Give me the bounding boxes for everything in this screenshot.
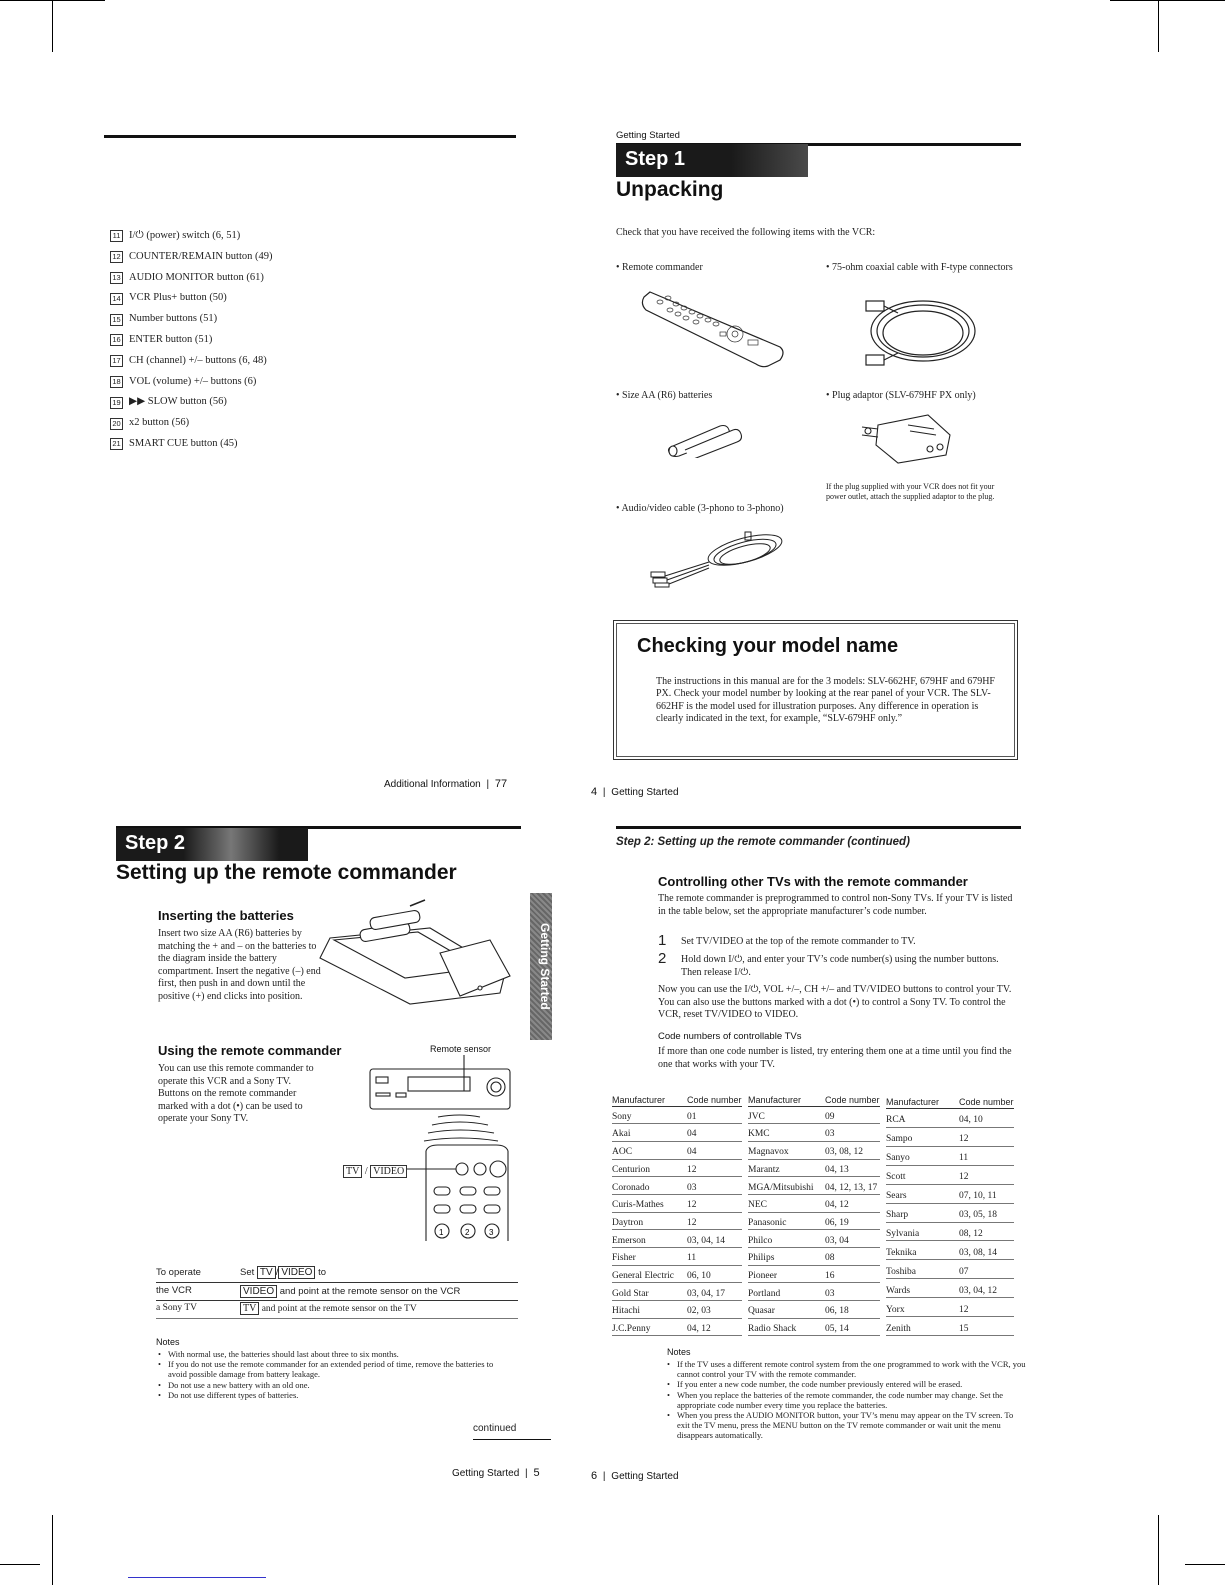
manufacturer-name: NEC bbox=[748, 1194, 825, 1212]
item-adaptor: • Plug adaptor (SLV-679HF PX only) bbox=[826, 390, 976, 401]
item-label: Number buttons (51) bbox=[129, 313, 218, 325]
code-number: 03, 08, 14 bbox=[959, 1241, 1014, 1260]
operate-target: the VCR bbox=[156, 1282, 240, 1300]
control-list-item bbox=[110, 413, 430, 434]
vcr-remote-illustration bbox=[368, 1055, 513, 1245]
col-manufacturer: Manufacturer bbox=[748, 1076, 825, 1106]
code-table-header bbox=[886, 1076, 1014, 1108]
item-number-badge: 19 bbox=[110, 397, 123, 409]
remote-key-1: 1 bbox=[439, 1228, 444, 1237]
code-number: 05, 14 bbox=[825, 1318, 880, 1336]
item-remote: • Remote commander bbox=[616, 262, 703, 273]
control-list-item bbox=[110, 226, 430, 247]
footer-sep: | bbox=[525, 1468, 528, 1479]
code-number: 01 bbox=[687, 1106, 742, 1124]
section-sidebar-tab: Getting Started bbox=[530, 893, 552, 1040]
code-table-row bbox=[612, 1301, 742, 1319]
code-table-row bbox=[886, 1279, 1014, 1298]
code-number: 03 bbox=[825, 1124, 880, 1142]
code-table-row bbox=[612, 1194, 742, 1212]
code-table-title: Code numbers of controllable TVs bbox=[658, 1031, 802, 1042]
note-item: • With normal use, the batteries should last about three to six months. bbox=[158, 1349, 508, 1359]
control-list-item bbox=[110, 434, 430, 455]
code-table-row bbox=[886, 1184, 1014, 1203]
code-table-row bbox=[748, 1248, 880, 1266]
top-left-rule bbox=[104, 135, 516, 138]
item-label: SMART CUE button (45) bbox=[129, 438, 238, 450]
code-number: 12 bbox=[687, 1159, 742, 1177]
code-table-row bbox=[612, 1318, 742, 1336]
crop-mark-tl-v bbox=[52, 0, 53, 52]
code-number: 06, 19 bbox=[825, 1212, 880, 1230]
code-table-row bbox=[748, 1283, 880, 1301]
code-number: 08, 12 bbox=[959, 1222, 1014, 1241]
manufacturer-name: Curis-Mathes bbox=[612, 1194, 687, 1212]
page-title: Setting up the remote commander bbox=[116, 861, 457, 884]
crop-mark-tr-h bbox=[1110, 0, 1225, 1]
operate-col-setting: Set TV / VIDEO to bbox=[240, 1264, 518, 1282]
item-number-badge: 16 bbox=[110, 334, 123, 346]
manufacturer-name: Portland bbox=[748, 1283, 825, 1301]
code-number: 15 bbox=[959, 1317, 1014, 1336]
note-item: • When you replace the batteries of the remote commander, the code number may change. Set the appropriate code number every time you replace the batteries. bbox=[667, 1390, 1027, 1410]
control-list-item bbox=[110, 330, 430, 351]
manufacturer-name: Gold Star bbox=[612, 1283, 687, 1301]
switch-sep: / bbox=[364, 1166, 368, 1177]
adaptor-note: If the plug supplied with your VCR does not fit your power outlet, attach the supplied adaptor to the plug. bbox=[826, 482, 995, 501]
manufacturer-name: Centurion bbox=[612, 1159, 687, 1177]
footer-sep: | bbox=[486, 779, 490, 790]
link-underline bbox=[128, 1577, 266, 1578]
note-item: • If you enter a new code number, the code number previously entered will be erased. bbox=[667, 1379, 1027, 1389]
using-text: You can use this remote commander to operate this VCR and a Sony TV. Buttons on the remote commander marked with a dot (•) can be used to operate your Sony TV. bbox=[158, 1063, 314, 1124]
coax-cable-illustration bbox=[858, 283, 983, 373]
code-number: 03, 08, 12 bbox=[825, 1141, 880, 1159]
operate-row bbox=[156, 1282, 518, 1300]
item-number-badge: 14 bbox=[110, 293, 123, 305]
key-tv: TV bbox=[343, 1165, 362, 1178]
item-label: x2 button (56) bbox=[129, 417, 190, 429]
code-number: 16 bbox=[825, 1265, 880, 1283]
code-table-row bbox=[748, 1124, 880, 1142]
code-table-row bbox=[748, 1194, 880, 1212]
note-item: • If the TV uses a different remote control system from the one programmed to work with the VCR, you cannot control your TV with the remote commander. bbox=[667, 1359, 1027, 1379]
note-item: • If you do not use the remote commander for an extended period of time, remove the batteries to avoid possible damage from battery leakage. bbox=[158, 1359, 508, 1379]
notes-title: Notes bbox=[156, 1337, 180, 1347]
manufacturer-name: KMC bbox=[748, 1124, 825, 1142]
instruction-text: and point at the remote sensor on the VCR bbox=[277, 1285, 461, 1297]
control-list-item bbox=[110, 247, 430, 268]
item-number-badge: 11 bbox=[110, 230, 123, 242]
code-table-row bbox=[886, 1298, 1014, 1317]
footer-left bbox=[452, 1467, 540, 1480]
manufacturer-name: JVC bbox=[748, 1106, 825, 1124]
code-table-row bbox=[612, 1283, 742, 1301]
footer-sep: | bbox=[602, 1471, 606, 1482]
code-table-col-2 bbox=[748, 1076, 880, 1336]
notes-list bbox=[667, 1359, 1027, 1441]
code-number: 04, 13 bbox=[825, 1159, 880, 1177]
item-cable: • 75-ohm coaxial cable with F-type connectors bbox=[826, 262, 1013, 273]
item-number-badge: 20 bbox=[110, 418, 123, 430]
control-list-item bbox=[110, 372, 430, 393]
manufacturer-name: Zenith bbox=[886, 1317, 959, 1336]
av-cable-illustration bbox=[645, 528, 790, 588]
control-list bbox=[110, 226, 430, 455]
manufacturer-name: Sylvania bbox=[886, 1222, 959, 1241]
code-number: 07, 10, 11 bbox=[959, 1184, 1014, 1203]
inserting-title: Inserting the batteries bbox=[158, 908, 294, 923]
crop-mark-bl-h bbox=[0, 1564, 40, 1565]
code-table-row bbox=[886, 1260, 1014, 1279]
item-number-badge: 15 bbox=[110, 314, 123, 326]
footer-page: 4 bbox=[591, 786, 598, 798]
item-label: I/⏻ (power) switch (6, 51) bbox=[129, 230, 241, 242]
footer-right bbox=[591, 786, 679, 799]
code-number: 12 bbox=[687, 1212, 742, 1230]
control-list-item bbox=[110, 309, 430, 330]
step-1-text: Set TV/VIDEO at the top of the remote commander to TV. bbox=[681, 936, 916, 947]
step-tab: Step 2 bbox=[116, 828, 308, 861]
col-code-number: Code number bbox=[825, 1076, 880, 1106]
intro-text: Check that you have received the following items with the VCR: bbox=[616, 227, 876, 238]
code-number: 04, 12 bbox=[825, 1194, 880, 1212]
manufacturer-name: Toshiba bbox=[886, 1260, 959, 1279]
key-video: VIDEO bbox=[278, 1266, 315, 1279]
footer-page: 77 bbox=[494, 778, 508, 790]
manufacturer-name: Sampo bbox=[886, 1127, 959, 1146]
footer-right bbox=[591, 1470, 679, 1483]
col-code-number: Code number bbox=[959, 1076, 1014, 1108]
control-list-item bbox=[110, 351, 430, 372]
item-av-cable: • Audio/video cable (3-phono to 3-phono) bbox=[616, 503, 784, 514]
code-number: 06, 18 bbox=[825, 1301, 880, 1319]
tv-video-switch-label bbox=[343, 1165, 407, 1178]
step-tab: Step 1 bbox=[616, 144, 808, 177]
code-number: 04 bbox=[687, 1141, 742, 1159]
code-number: 03, 04, 12 bbox=[959, 1279, 1014, 1298]
now-text: Now you can use the I/⏻, VOL +/–, CH +/– and TV/VIDEO buttons to control your TV. You can also use the buttons marked with a dot (•) to control a Sony TV. To control the VCR, reset TV/VIDEO to VIDEO. bbox=[658, 984, 1012, 1020]
manufacturer-name: Sears bbox=[886, 1184, 959, 1203]
step-2-num: 2 bbox=[658, 950, 667, 967]
plug-adaptor-illustration bbox=[858, 405, 958, 465]
note-item: • Do not use a new battery with an old one. bbox=[158, 1380, 508, 1390]
manufacturer-name: MGA/Mitsubishi bbox=[748, 1177, 825, 1195]
operate-target: a Sony TV bbox=[156, 1300, 240, 1318]
footer-section: Getting Started bbox=[611, 787, 679, 798]
footer-section: Getting Started bbox=[452, 1468, 520, 1479]
code-number: 11 bbox=[687, 1248, 742, 1266]
batteries-illustration bbox=[665, 418, 745, 458]
manufacturer-name: Emerson bbox=[612, 1230, 687, 1248]
operate-table bbox=[156, 1264, 518, 1319]
to-word: to bbox=[318, 1267, 327, 1279]
code-table-col-1 bbox=[612, 1076, 742, 1336]
item-number-badge: 18 bbox=[110, 376, 123, 388]
code-number: 03, 04, 14 bbox=[687, 1230, 742, 1248]
manufacturer-name: AOC bbox=[612, 1141, 687, 1159]
footer-section: Getting Started bbox=[611, 1471, 679, 1482]
code-number: 08 bbox=[825, 1248, 880, 1266]
step-2-text: Hold down I/⏻, and enter your TV’s code number(s) using the number buttons. Then release I/⏻. bbox=[681, 954, 999, 978]
code-number: 06, 10 bbox=[687, 1265, 742, 1283]
code-number: 04, 10 bbox=[959, 1108, 1014, 1127]
manufacturer-name: Fisher bbox=[612, 1248, 687, 1266]
manufacturer-name: Coronado bbox=[612, 1177, 687, 1195]
code-table-row bbox=[886, 1241, 1014, 1260]
code-table-row bbox=[612, 1248, 742, 1266]
manufacturer-name: Wards bbox=[886, 1279, 959, 1298]
code-number: 09 bbox=[825, 1106, 880, 1124]
manufacturer-name: RCA bbox=[886, 1108, 959, 1127]
code-number: 07 bbox=[959, 1260, 1014, 1279]
code-number: 03, 04, 17 bbox=[687, 1283, 742, 1301]
code-number: 03, 05, 18 bbox=[959, 1203, 1014, 1222]
code-table-intro: If more than one code number is listed, try entering them one at a time until you find the one that works with your TV. bbox=[658, 1046, 1012, 1070]
manufacturer-name: J.C.Penny bbox=[612, 1318, 687, 1336]
page-title: Unpacking bbox=[616, 178, 724, 201]
code-table-row bbox=[886, 1317, 1014, 1336]
continued-header-rule bbox=[616, 826, 1021, 829]
model-box-text: The instructions in this manual are for the 3 models: SLV-662HF, 679HF and 679HF PX. Check your model number by looking at the rear panel of your VCR. The SLV-662HF is the model used for illustration purposes. Any difference in operation is clearly indicated in the text, for example, “SLV-679HF only.” bbox=[656, 676, 995, 725]
col-manufacturer: Manufacturer bbox=[886, 1076, 959, 1108]
item-label: VCR Plus+ button (50) bbox=[129, 292, 227, 304]
code-table-row bbox=[886, 1127, 1014, 1146]
code-table-row bbox=[612, 1230, 742, 1248]
manufacturer-name: Sony bbox=[612, 1106, 687, 1124]
code-table-row bbox=[886, 1146, 1014, 1165]
code-number: 04, 12, 13, 17 bbox=[825, 1177, 880, 1195]
notes-list bbox=[158, 1349, 508, 1400]
continued-header: Step 2: Setting up the remote commander (continued) bbox=[616, 836, 910, 848]
manufacturer-name: Teknika bbox=[886, 1241, 959, 1260]
inserting-text: Insert two size AA (R6) batteries by matching the + and – on the batteries to the diagram inside the battery compartment. Insert the negative (–) end first, then push in and down until the positive (+) end clicks into position. bbox=[158, 928, 321, 1002]
manufacturer-name: General Electric bbox=[612, 1265, 687, 1283]
code-table bbox=[612, 1076, 1020, 1336]
code-number: 12 bbox=[959, 1127, 1014, 1146]
code-table-row bbox=[612, 1265, 742, 1283]
operate-header-row bbox=[156, 1264, 518, 1282]
manufacturer-name: Yorx bbox=[886, 1298, 959, 1317]
continued-label: continued bbox=[473, 1423, 551, 1440]
operate-instruction bbox=[240, 1300, 518, 1318]
item-number-badge: 17 bbox=[110, 355, 123, 367]
item-number-badge: 21 bbox=[110, 438, 123, 450]
code-table-row bbox=[612, 1212, 742, 1230]
item-number-badge: 12 bbox=[110, 251, 123, 263]
code-table-row bbox=[748, 1301, 880, 1319]
footer-left bbox=[384, 778, 507, 791]
col-code-number: Code number bbox=[687, 1076, 742, 1106]
remote-sensor-label: Remote sensor bbox=[430, 1044, 492, 1054]
code-table-row bbox=[886, 1203, 1014, 1222]
operate-col-target: To operate bbox=[156, 1264, 240, 1282]
code-number: 04 bbox=[687, 1124, 742, 1142]
controlling-title: Controlling other TVs with the remote commander bbox=[658, 874, 968, 889]
controlling-intro: The remote commander is preprogrammed to control non-Sony TVs. If your TV is listed in the table below, set the appropriate manufacturer’s code number. bbox=[658, 893, 1013, 917]
footer-page: 6 bbox=[591, 1470, 598, 1482]
col-manufacturer: Manufacturer bbox=[612, 1076, 687, 1106]
code-number: 12 bbox=[687, 1194, 742, 1212]
code-number: 02, 03 bbox=[687, 1301, 742, 1319]
code-table-row bbox=[886, 1108, 1014, 1127]
code-table-header bbox=[612, 1076, 742, 1106]
control-list-item bbox=[110, 268, 430, 289]
manufacturer-name: Scott bbox=[886, 1165, 959, 1184]
key-tv: TV bbox=[240, 1302, 259, 1315]
note-item: • When you press the AUDIO MONITOR button, your TV’s menu may appear on the TV screen. To exit the TV menu, press the MENU button on the TV remote commander or wait unit the menu disappears automatically. bbox=[667, 1410, 1027, 1441]
code-table-header bbox=[748, 1076, 880, 1106]
manufacturer-name: Akai bbox=[612, 1124, 687, 1142]
code-table-row bbox=[748, 1141, 880, 1159]
code-table-row bbox=[748, 1159, 880, 1177]
note-item: • Do not use different types of batteries. bbox=[158, 1390, 508, 1400]
item-label: ▶▶ SLOW button (56) bbox=[129, 396, 227, 408]
manufacturer-name: Sanyo bbox=[886, 1146, 959, 1165]
manufacturer-name: Daytron bbox=[612, 1212, 687, 1230]
code-number: 04, 12 bbox=[687, 1318, 742, 1336]
code-table-row bbox=[612, 1141, 742, 1159]
code-table-row bbox=[612, 1159, 742, 1177]
item-label: CH (channel) +/– buttons (6, 48) bbox=[129, 354, 267, 366]
item-label: VOL (volume) +/– buttons (6) bbox=[129, 375, 257, 387]
crop-mark-bl-v bbox=[52, 1515, 53, 1585]
manufacturer-name: Marantz bbox=[748, 1159, 825, 1177]
code-table-row bbox=[748, 1212, 880, 1230]
battery-insert-illustration bbox=[300, 898, 515, 1008]
code-table-row bbox=[612, 1106, 742, 1124]
item-number-badge: 13 bbox=[110, 272, 123, 284]
code-table-row bbox=[748, 1106, 880, 1124]
manufacturer-name: Sharp bbox=[886, 1203, 959, 1222]
crop-mark-br-h bbox=[1185, 1564, 1225, 1565]
manufacturer-name: Magnavox bbox=[748, 1141, 825, 1159]
remote-key-3: 3 bbox=[489, 1228, 494, 1237]
code-table-row bbox=[748, 1265, 880, 1283]
instruction-text: and point at the remote sensor on the TV bbox=[259, 1304, 417, 1315]
crop-mark-br-v bbox=[1158, 1515, 1159, 1585]
code-table-row bbox=[886, 1165, 1014, 1184]
manufacturer-name: Radio Shack bbox=[748, 1318, 825, 1336]
remote-key-2: 2 bbox=[465, 1228, 470, 1237]
crop-mark-tr-v bbox=[1158, 0, 1159, 52]
code-number: 11 bbox=[959, 1146, 1014, 1165]
using-title: Using the remote commander bbox=[158, 1043, 342, 1058]
code-number: 12 bbox=[959, 1298, 1014, 1317]
section-header: Getting Started bbox=[616, 130, 680, 141]
code-table-row bbox=[748, 1318, 880, 1336]
manufacturer-name: Hitachi bbox=[612, 1301, 687, 1319]
manufacturer-name: Philips bbox=[748, 1248, 825, 1266]
code-number: 12 bbox=[959, 1165, 1014, 1184]
remote-illustration bbox=[640, 282, 790, 372]
code-table-row bbox=[886, 1222, 1014, 1241]
key-video: VIDEO bbox=[240, 1285, 277, 1298]
code-table-row bbox=[612, 1124, 742, 1142]
footer-page: 5 bbox=[533, 1467, 540, 1479]
model-box-title: Checking your model name bbox=[637, 635, 899, 657]
code-table-row bbox=[612, 1177, 742, 1195]
footer-sep: | bbox=[602, 787, 606, 798]
code-number: 03, 04 bbox=[825, 1230, 880, 1248]
key-video: VIDEO bbox=[370, 1165, 407, 1178]
manufacturer-name: Philco bbox=[748, 1230, 825, 1248]
item-label: COUNTER/REMAIN button (49) bbox=[129, 250, 273, 262]
item-label: AUDIO MONITOR button (61) bbox=[129, 271, 264, 283]
control-list-item bbox=[110, 392, 430, 413]
code-number: 03 bbox=[825, 1283, 880, 1301]
manufacturer-name: Panasonic bbox=[748, 1212, 825, 1230]
set-word: Set bbox=[240, 1267, 255, 1279]
footer-section: Additional Information bbox=[384, 779, 481, 790]
control-list-item bbox=[110, 288, 430, 309]
item-label: ENTER button (51) bbox=[129, 334, 213, 346]
notes-title: Notes bbox=[667, 1347, 691, 1357]
manufacturer-name: Pioneer bbox=[748, 1265, 825, 1283]
operate-row bbox=[156, 1300, 518, 1318]
code-table-row bbox=[748, 1177, 880, 1195]
manufacturer-name: Quasar bbox=[748, 1301, 825, 1319]
item-batteries: • Size AA (R6) batteries bbox=[616, 390, 713, 401]
operate-rows bbox=[156, 1282, 518, 1318]
step-1-num: 1 bbox=[658, 932, 667, 949]
key-tv: TV bbox=[257, 1266, 276, 1279]
code-number: 03 bbox=[687, 1177, 742, 1195]
operate-instruction bbox=[240, 1282, 518, 1300]
code-table-row bbox=[748, 1230, 880, 1248]
code-table-col-3 bbox=[886, 1076, 1014, 1336]
